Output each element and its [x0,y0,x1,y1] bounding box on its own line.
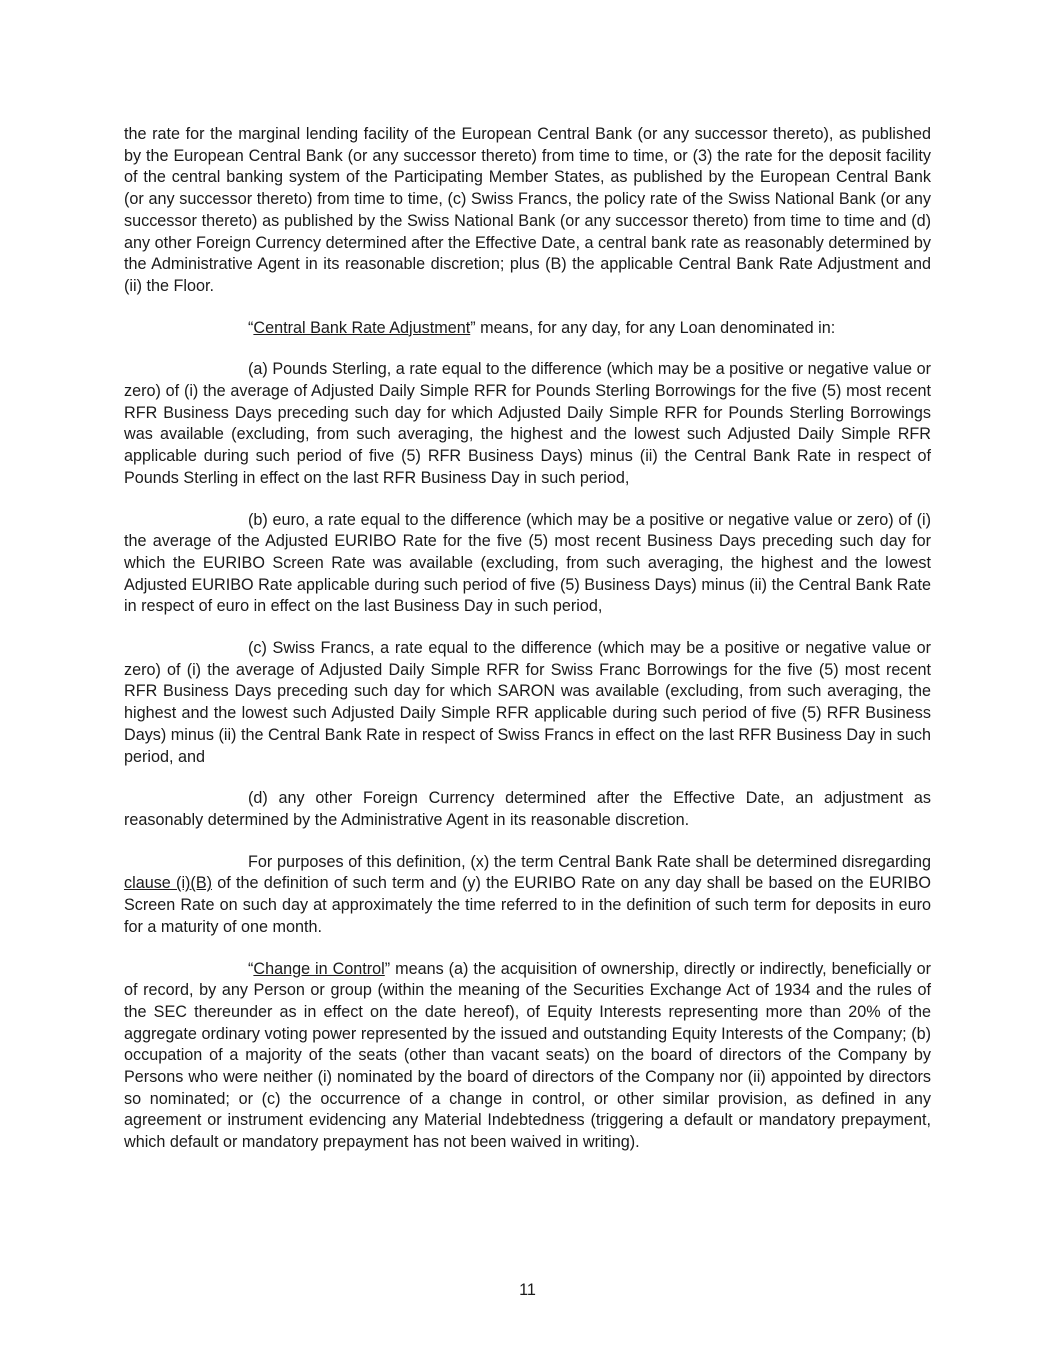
defined-term-change-in-control: Change in Control [253,959,385,978]
defined-term-central-bank-rate-adjustment: Central Bank Rate Adjustment [253,318,471,337]
definition-change-in-control [124,959,931,1154]
open-quote: “ [248,318,254,337]
clause-c-swiss-francs: (c) Swiss Francs, a rate equal to the difference (which may be a positive or negative value or zero) of (i) the average of Adjusted Daily Simple RFR for Swiss Franc Borrowings for the five (5) most recent RFR Business Days preceding such day for which SARON was available (excluding, from such averaging, the highest and the lowest such Adjusted Daily Simple RFR applicable during such period of five (5) RFR Business Days) minus (ii) the Central Bank Rate in respect of Swiss Francs in effect on the last RFR Business Day in such period, and [124,639,931,766]
clause-d-other-currency: (d) any other Foreign Currency determined after the Effective Date, an adjustment as reasonably determined by the Administrative Agent in its reasonable discretion. [124,789,931,829]
clause-b-euro: (b) euro, a rate equal to the difference (which may be a positive or negative value or zero) of (i) the average of the Adjusted EURIBO Rate for the five (5) most recent Business Days preceding such day for which the EURIBO Screen Rate was available (excluding, from such averaging, the highest and the lowest Adjusted EURIBO Rate applicable during such period of five (5) Business Days) minus (ii) the Central Bank Rate in respect of euro in effect on the last Business Day in such period, [124,510,931,616]
page-number: 11 [519,1281,536,1299]
document-body [124,124,931,1174]
open-quote: “ [248,959,254,978]
definition-central-bank-rate-adjustment [124,318,931,340]
definition-text: ” means, for any day, for any Loan denominated in: [470,318,836,337]
clause-reference: clause (i)(B) [124,874,213,893]
clause-a-pounds-sterling: (a) Pounds Sterling, a rate equal to the difference (which may be a positive or negative value or zero) of (i) the average of Adjusted Daily Simple RFR for Pounds Sterling Borrowings for the five (5) most recent RFR Business Days preceding such day for which Adjusted Daily Simple RFR for Pounds Sterling Borrowings was available (excluding, from such averaging, the highest and the lowest such Adjusted Daily Simple RFR applicable during such period of five (5) RFR Business Days) minus (ii) the Central Bank Rate in respect of Pounds Sterling in effect on the last RFR Business Day in such period, [124,360,931,487]
paragraph-purposes-of-definition [124,852,931,939]
paragraph-central-bank-rate-continuation: the rate for the marginal lending facility of the European Central Bank (or any successor thereto), as published by the European Central Bank (or any successor thereto) from time to time, or (3) the rate for the deposit facility of the central banking system of the Participating Member States, as published by the European Central Bank (or any successor thereto) from time to time, (c) Swiss Francs, the policy rate of the Swiss National Bank (or any successor thereto) as published by the Swiss National Bank (or any successor thereto) from time to time and (d) any other Foreign Currency determined after the Effective Date, a central bank rate as reasonably determined by the Administrative Agent in its reasonable discretion; plus (B) the applicable Central Bank Rate Adjustment and (ii) the Floor. [124,125,931,295]
purposes-text-before: For purposes of this definition, (x) the term Central Bank Rate shall be determined disregarding [248,852,931,871]
purposes-text-after: of the definition of such term and (y) the EURIBO Rate on any day shall be based on the EURIBO Screen Rate on such day at approximately the time referred to in the definition of such term for deposits in euro for a maturity of one month. [124,874,931,936]
definition-text: ” means (a) the acquisition of ownership, directly or indirectly, beneficially or of record, by any Person or group (within the meaning of the Securities Exchange Act of 1934 and the rules of the SEC thereunder as in effect on the date hereof), of Equity Interests representing more than 20% of the aggregate ordinary voting power represented by the issued and outstanding Equity Interests of the Company; (b) occupation of a majority of the seats (other than vacant seats) on the board of directors of the Company by Persons who were neither (i) nominated by the board of directors of the Company nor (ii) appointed by directors so nominated; or (c) the occurrence of a change in control, or other similar provision, as defined in any agreement or instrument evidencing any Material Indebtedness (triggering a default or mandatory prepayment, which default or mandatory prepayment has not been waived in writing). [124,959,931,1152]
